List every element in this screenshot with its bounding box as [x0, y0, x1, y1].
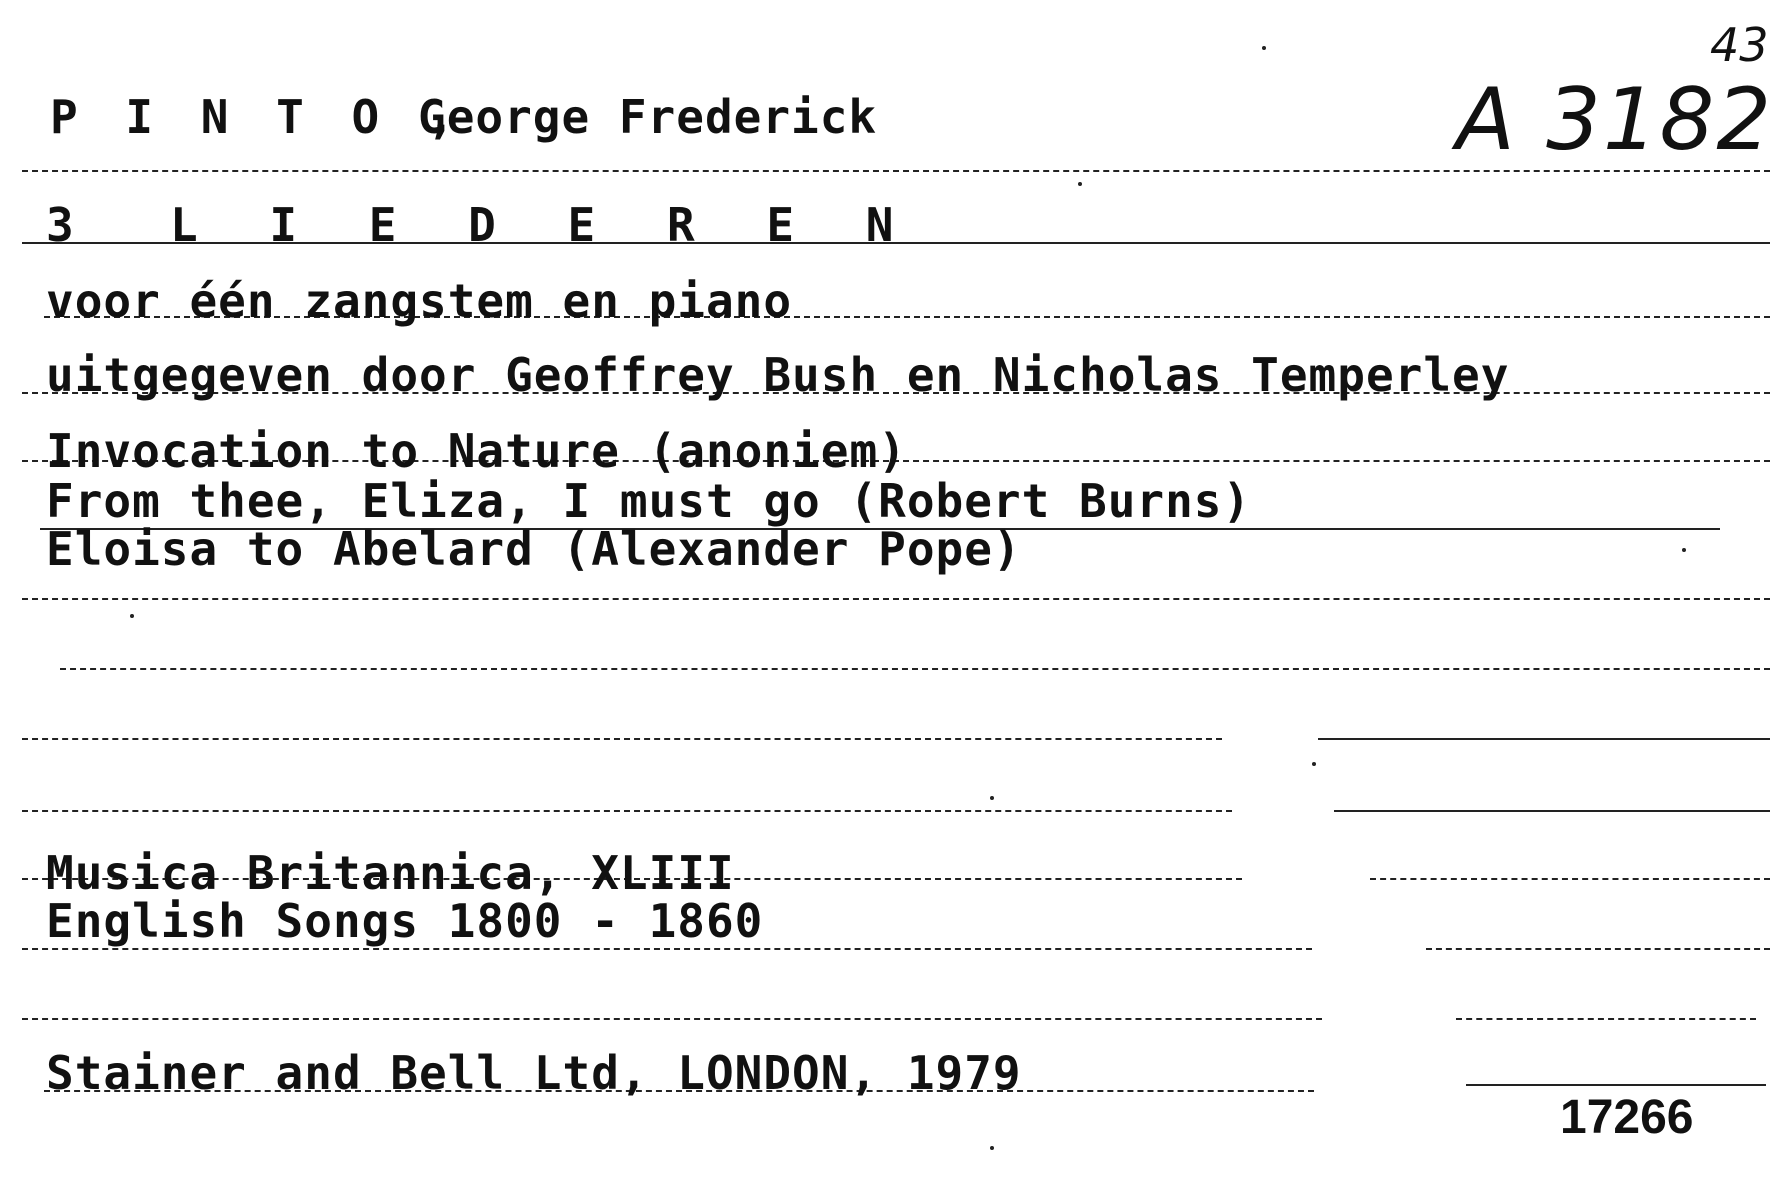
ruled-line: [1334, 810, 1770, 812]
series-name: Musica Britannica, XLIII: [46, 846, 735, 900]
speck: [1078, 182, 1082, 186]
editors: uitgegeven door Geoffrey Bush en Nicholas Temperley: [46, 348, 1510, 402]
series-volume-title: English Songs 1800 - 1860: [46, 894, 764, 948]
ruled-line: [22, 1018, 1322, 1020]
shelfmark-sub-number: 43: [1710, 18, 1769, 72]
subtitle: voor één zangstem en piano: [46, 274, 793, 328]
author-given-names: George Frederick: [418, 90, 878, 144]
speck: [1262, 46, 1266, 50]
speck: [130, 614, 134, 618]
ruled-line: [22, 170, 1770, 172]
song-2: From thee, Eliza, I must go (Robert Burns): [46, 474, 1252, 528]
accession-number: 17266: [1560, 1091, 1694, 1144]
ruled-line: [22, 810, 1232, 812]
ruled-line: [22, 598, 1770, 600]
speck: [1682, 548, 1686, 552]
ruled-line: [60, 668, 1770, 670]
speck: [1312, 762, 1316, 766]
ruled-line: [1456, 1018, 1756, 1020]
ruled-line: [22, 948, 1312, 950]
ruled-line: [1318, 738, 1770, 740]
shelfmark-code: A 3182: [1456, 70, 1774, 170]
imprint: Stainer and Bell Ltd, LONDON, 1979: [46, 1046, 1022, 1100]
speck: [990, 1146, 994, 1150]
song-1: Invocation to Nature (anoniem): [46, 424, 907, 478]
title-count: 3: [46, 198, 75, 252]
song-3: Eloisa to Abelard (Alexander Pope): [46, 522, 1022, 576]
ruled-line: [22, 738, 1222, 740]
ruled-line: [1466, 1084, 1766, 1086]
author-surname: P I N T O ,: [50, 90, 465, 144]
ruled-line: [1426, 948, 1770, 950]
speck: [990, 796, 994, 800]
ruled-line: [1370, 878, 1770, 880]
title-word: L I E D E R E N: [170, 198, 916, 252]
